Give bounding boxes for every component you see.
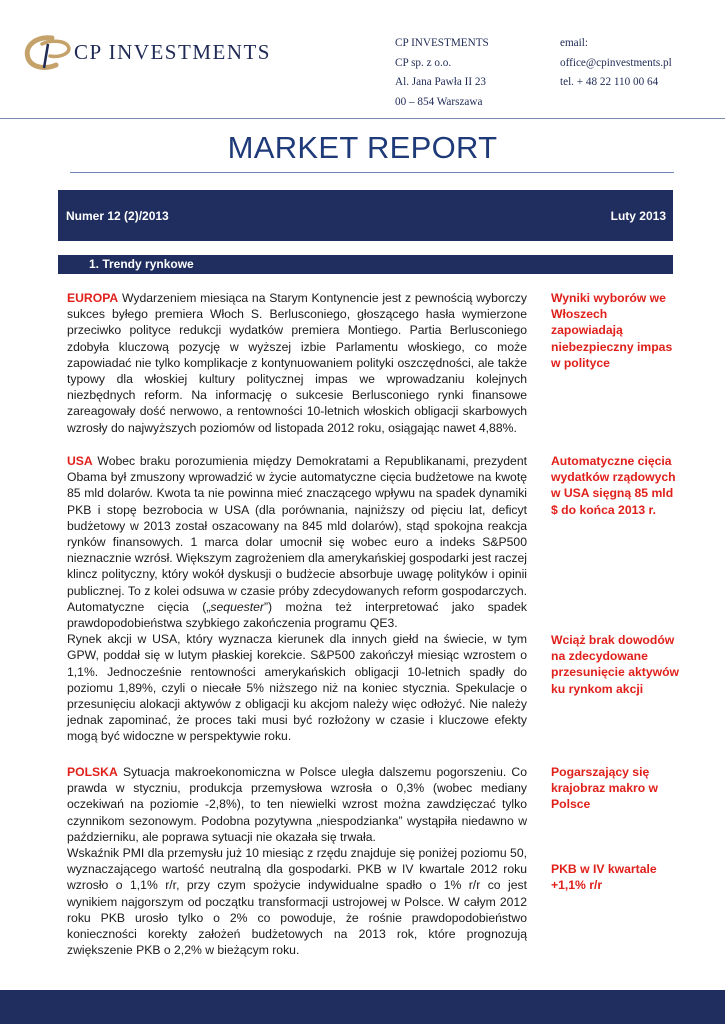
issue-number: Numer 12 (2)/2013	[66, 209, 169, 223]
usa-text-2: Rynek akcji w USA, który wyznacza kierunek dla innych giełd na świecie, w tym GPW, poddał się w lutym płaskiej korekcie. S&P500 zakończył miesiąc wzrostem o 1,1%. Jednocześnie rentowności amerykańskich obligacji 10-letnich spadły do poziomu 1,89%, czyli o niecałe 5% niższego niż na koniec stycznia. Spekulacje o przesunięciu alokacji aktywów z obligacji ku akcjom należy więc odłożyć. Nie należy jednak zapominać, że proces taki musi być rozłożony w czasie i kluczowe efekty mogą być widoczne w perspektywie roku.	[67, 632, 527, 744]
usa-italic: sequester	[210, 599, 264, 614]
company-logo	[22, 32, 282, 72]
section-heading-bar	[58, 255, 673, 274]
issue-date: Luty 2013	[610, 209, 666, 223]
address-line: 00 – 854 Warszawa	[395, 95, 483, 108]
title-divider	[70, 172, 674, 173]
phone-number: tel. + 48 22 110 00 64	[560, 76, 659, 88]
email-link[interactable]: office@cpinvestments.pl	[560, 56, 672, 69]
address-line: CP INVESTMENTS	[395, 37, 489, 49]
header-divider	[0, 118, 725, 119]
section-heading: 1. Trendy rynkowe	[89, 257, 194, 271]
cp-logo-icon	[22, 32, 78, 72]
logo-text: CP INVESTMENTS	[74, 40, 271, 64]
region-tag-usa: USA	[67, 454, 93, 468]
issue-band	[58, 190, 673, 241]
paragraph-polska	[67, 764, 527, 958]
sidenote-polska: Pogarszający się krajobraz makro w Polsce	[551, 765, 659, 812]
company-address	[395, 34, 489, 112]
europa-text: Wydarzeniem miesiąca na Starym Kontynencie jest z pewnością wyborczy sukces byłego premiera Włoch S. Berlusconiego, głoszącego hasła wymierzone przeciwko polityce redukcji wydatków premiera Montiego. Partia Berlusconiego zdobyła kluczową pozycję w wyższej izbie Parlamentu włoskiego, co może zapowiadać nie tylko komplikacje z kontynuowaniem polityki oszczędności, ale także typowy dla włoskiej kultury politycznej impas we wprowadzaniu kolejnych niezbędnych reform. Na informację o sukcesie Berlusconiego rynki finansowe zareagowały dość nerwowo, a rentowności 10-letnich włoskich obligacji skarbowych wzrosły do najwyższych poziomów od listopada 2012 roku, osiągając nawet 4,88%.	[67, 291, 527, 435]
region-tag-polska: POLSKA	[67, 765, 118, 779]
sidenote-pkb: PKB w IV kwartale +1,1% r/r	[551, 862, 657, 893]
company-contact	[560, 34, 672, 93]
page-title: MARKET REPORT	[227, 130, 498, 165]
polska-text-1: Sytuacja makroekonomiczna w Polsce uległa dalszemu pogorszeniu. Co prawda w styczniu, produkcja przemysłowa wzrosła o 0,3% (wobec mediany oczekiwań na poziomie -2,8%), to ten niewielki wzrost można zawdzięczać tylko czynnikom sezonowym. Podobna pozytywna „niespodzianka” wystąpiła niedawno w październiku, ale poprawa sytuacji nie okazała się trwała.	[67, 765, 527, 844]
sidenote-usa: Automatyczne cięcia wydatków rządowych w USA sięgną 85 mld $ do końca 2013 r.	[551, 454, 676, 517]
email-label: email:	[560, 37, 588, 49]
paragraph-europa	[67, 290, 527, 436]
usa-text-1: Wobec braku porozumienia między Demokratami a Republikanami, prezydent Obama był zmuszony wprowadzić w życie automatyczne cięcia budżetowe na kwotę 85 mld dolarów. Kwota ta nie powinna mieć znaczącego wpływu na spadek dynamiki PKB i stopę bezrobocia w USA (dla porównania, najniższy od pięciu lat, deficyt budżetowy w 2013 został oszacowany na 845 mld dolarów), stąd spokojna reakcja rynków finansowych. 1 marca dolar umocnił się wobec euro a indeks S&P500 nieznacznie wzrósł. Większym zagrożeniem dla amerykańskiej gospodarki jest raczej klincz polityczny, który wokół dyskusji o budżecie absorbuje uwagę polityków i opinii publicznej. To z kolei odsuwa w czasie próby zdecydowanych reform gospodarczych. Automatyczne cięcia („	[67, 454, 527, 614]
sidenote-europa: Wyniki wyborów we Włoszech zapowiadają niebezpieczny impas w polityce	[551, 291, 673, 370]
address-line: Al. Jana Pawła II 23	[395, 76, 487, 88]
region-tag-europa: EUROPA	[67, 291, 119, 305]
usa-text-1-end: ”) można też interpretować jako spadek prawdopodobieństwa szybkiego zakończenia programu QE3.	[67, 599, 527, 631]
polska-text-2: Wskaźnik PMI dla przemysłu już 10 miesiąc z rzędu znajduje się poniżej poziomu 50, wyznaczającego wartość neutralną dla gospodarki. PKB w IV kwartale 2012 roku wzrosło o 1,1% r/r, przy czym spożycie indywidualne spadło o 1% r/r co jest wynikiem najgorszym od początku transformacji ustrojowej w Polsce. W całym 2012 roku PKB urosło tylko o 2% co powoduje, że rośnie prawdopodobieństwo konieczności korekty założeń budżetowych na 2013 rok, które prognozują zwiększenie PKB o 2,2% w bieżącym roku.	[67, 846, 527, 958]
sidenote-stocks: Wciąż brak dowodów na zdecydowane przesunięcie aktywów ku rynkom akcji	[551, 633, 680, 696]
paragraph-usa	[67, 453, 527, 745]
address-line: CP sp. z o.o.	[395, 56, 452, 69]
footer-bar	[0, 990, 725, 1024]
